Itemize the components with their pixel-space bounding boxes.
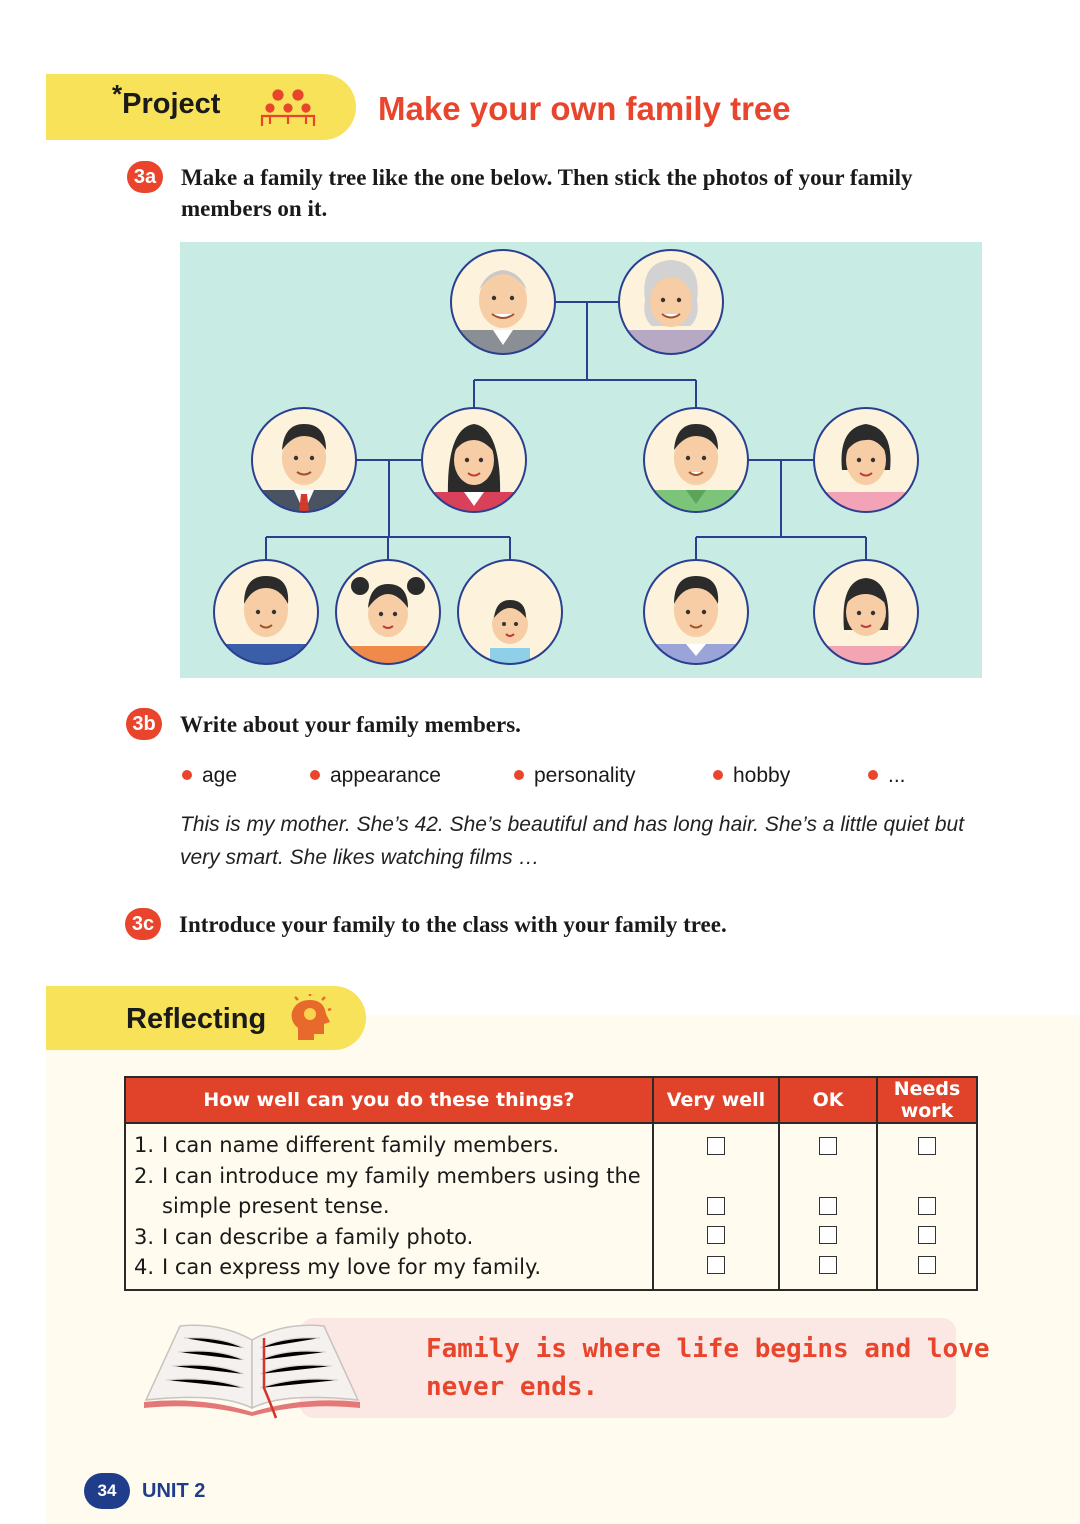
checkbox-1-ok[interactable] — [819, 1137, 837, 1155]
page-title: Make your own family tree — [378, 90, 791, 127]
lightbulb-head-icon — [288, 994, 332, 1044]
portrait-uncle — [252, 408, 356, 520]
bullet-dot — [182, 770, 192, 780]
checkbox-3-ok[interactable] — [819, 1226, 837, 1244]
example-paragraph: This is my mother. She’s 42. She’s beautiful and has long hair. She’s a little quiet but very smart. She likes watching films … — [180, 813, 965, 869]
statements-cell — [125, 1123, 653, 1290]
header-very-well: Very well — [653, 1077, 779, 1123]
table-header-row — [125, 1077, 977, 1123]
statement-2: 2. I can introduce my family members using the — [134, 1163, 641, 1188]
portrait-grandmother — [619, 250, 723, 360]
task-badge-3b: 3b — [126, 708, 162, 740]
statement-4: 4. I can express my love for my family. — [134, 1255, 542, 1279]
task-badge-3a: 3a — [127, 161, 163, 193]
task-3a-instruction: Make a family tree like the one below. Then stick the photos of your family members on it. — [181, 165, 913, 221]
ok-column — [779, 1123, 877, 1290]
portrait-baby-cousin — [458, 560, 562, 668]
task-3b-instruction: Write about your family members. — [180, 712, 521, 737]
portrait-grandfather — [451, 250, 555, 360]
header-ok: OK — [779, 1077, 877, 1123]
statement-3: 3. I can describe a family photo. — [134, 1224, 474, 1249]
unit-label: UNIT 2 — [142, 1480, 206, 1502]
header-needs-work: Needs work — [877, 1077, 977, 1123]
checkbox-2-needs-work[interactable] — [918, 1197, 936, 1215]
checkbox-1-very-well[interactable] — [707, 1137, 725, 1155]
checkbox-3-very-well[interactable] — [707, 1226, 725, 1244]
checkbox-2-ok[interactable] — [819, 1197, 837, 1215]
portrait-sister — [814, 560, 918, 676]
project-label: *Project — [112, 79, 221, 120]
portrait-mother — [814, 408, 918, 522]
needs-work-column — [877, 1123, 977, 1290]
checkbox-4-needs-work[interactable] — [918, 1256, 936, 1274]
header-question: How well can you do these things? — [125, 1077, 653, 1123]
bullet-dot — [310, 770, 320, 780]
checkbox-3-needs-work[interactable] — [918, 1226, 936, 1244]
checkbox-1-needs-work[interactable] — [918, 1137, 936, 1155]
table-body-row — [125, 1123, 977, 1290]
tip-age: age — [182, 764, 237, 788]
checkbox-2-very-well[interactable] — [707, 1197, 725, 1215]
tree-connectors — [266, 302, 866, 560]
tip-appearance: appearance — [310, 764, 441, 788]
open-book-icon — [140, 1318, 360, 1422]
tip-hobby: hobby — [713, 764, 790, 788]
bullet-dot — [713, 770, 723, 780]
portrait-cousin-boy — [214, 560, 318, 674]
checkbox-4-ok[interactable] — [819, 1256, 837, 1274]
bullet-dot — [868, 770, 878, 780]
asterisk-mark: * — [112, 79, 123, 109]
portrait-father — [644, 408, 748, 520]
checkbox-4-very-well[interactable] — [707, 1256, 725, 1274]
reflecting-title: Reflecting — [126, 1003, 267, 1035]
portrait-aunt — [422, 408, 526, 522]
tip-personality: personality — [514, 764, 636, 788]
portrait-me-boy — [644, 560, 748, 674]
very-well-column — [653, 1123, 779, 1290]
task-3c-instruction: Introduce your family to the class with your family tree. — [179, 912, 727, 937]
motto-quote: Family is where life begins and love never ends. — [426, 1334, 990, 1402]
bullet-dot — [514, 770, 524, 780]
statement-2-cont: simple present tense. — [162, 1194, 390, 1218]
page-number: 34 — [84, 1473, 130, 1509]
self-assessment-table — [124, 1076, 978, 1291]
task-badge-3c: 3c — [125, 908, 161, 940]
statement-1: 1. I can name different family members. — [134, 1133, 560, 1157]
portrait-cousin-girl — [336, 560, 440, 676]
tip-more: ... — [868, 764, 906, 788]
